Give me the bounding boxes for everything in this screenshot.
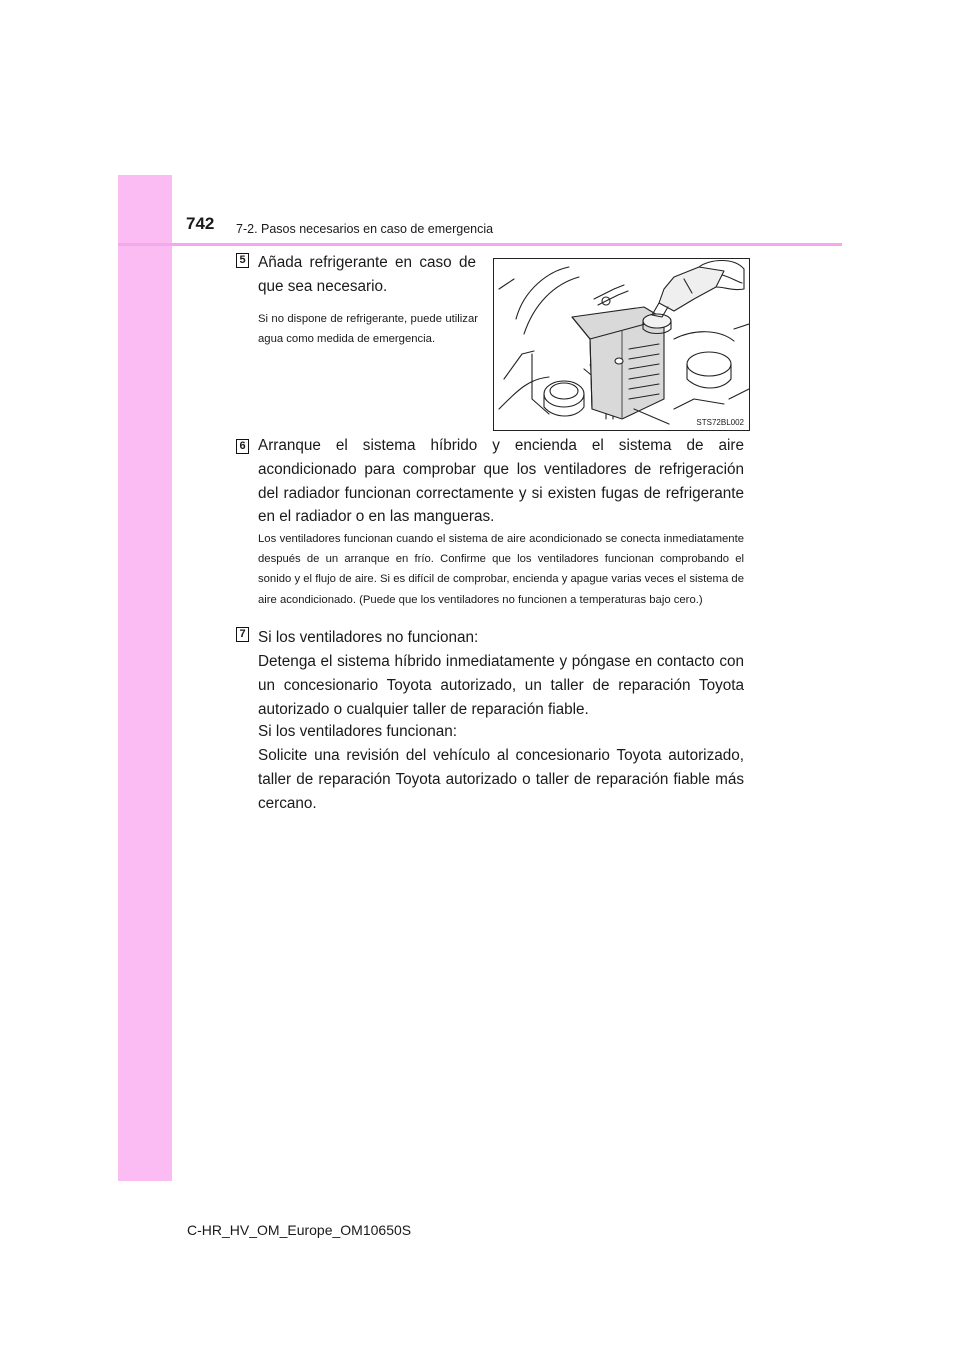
section-title: 7-2. Pasos necesarios en caso de emergencia [236, 222, 494, 236]
coolant-reservoir-illustration [493, 258, 750, 431]
engine-bay-drawing [494, 259, 749, 430]
page-number: 742 [186, 214, 215, 233]
step-6-badge: 6 [236, 439, 249, 454]
document-id-footer: C-HR_HV_OM_Europe_OM10650S [187, 1222, 412, 1238]
step-5-text: Añada refrigerante en caso de que sea necesario. [258, 254, 476, 295]
step-7-condition-b: Si los ventiladores funcionan: [258, 723, 457, 740]
step-7-action-b: Solicite una revisión del vehículo al concesionario Toyota autorizado, taller de reparación Toyota autorizado o taller de reparación fiable más cercano. [258, 747, 744, 812]
step-6-note: Los ventiladores funcionan cuando el sistema de aire acondicionado se conecta inmediatamente después de un arranque en frío. Confirme que los ventiladores funcionan comprobando el sonido y el flujo de aire. Si es difícil de comprobar, encienda y apague varias veces el sistema de aire acondicionado. (Puede que los ventiladores no funcionen a temperaturas bajo cero.) [258, 533, 744, 606]
header-divider [118, 243, 842, 246]
chapter-sidebar-tab [118, 175, 172, 1181]
step-7-badge: 7 [236, 627, 249, 642]
figure-code: STS72BL002 [696, 418, 744, 427]
step-6-text: Arranque el sistema híbrido y encienda el sistema de aire acondicionado para comprobar que los ventiladores de refrigeración del radiador funcionan correctamente y si existen fugas de refrigerante en el radiador o en las mangueras. [258, 437, 744, 526]
step-5-badge: 5 [236, 253, 249, 268]
step-7-action-a: Detenga el sistema híbrido inmediatamente y póngase en contacto con un concesionario Toyota autorizado, un taller de reparación Toyota autorizado o cualquier taller de reparación fiable. [258, 653, 744, 718]
step-7-condition-a: Si los ventiladores no funcionan: [258, 629, 479, 646]
step-5-note: Si no dispone de refrigerante, puede utilizar agua como medida de emergencia. [258, 313, 478, 346]
